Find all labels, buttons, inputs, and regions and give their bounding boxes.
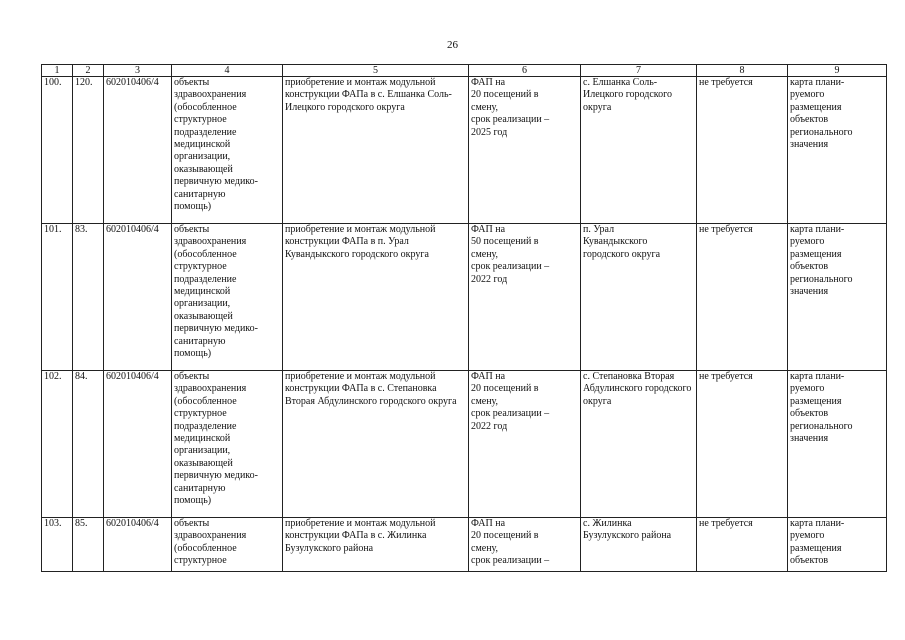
- map-reference: карта плани- руемого размещения объектов регионального значения: [788, 371, 887, 518]
- column-header: 1: [42, 65, 73, 77]
- column-header: 7: [581, 65, 697, 77]
- column-header: 5: [283, 65, 469, 77]
- map-reference: карта плани- руемого размещения объектов регионального значения: [788, 224, 887, 371]
- row-number: 101.: [42, 224, 73, 371]
- object-purpose: приобретение и монтаж модульной конструкции ФАПа в с. Жилинка Бузулукского района: [283, 518, 469, 572]
- object-characteristics: ФАП на 50 посещений в смену, срок реализации – 2022 год: [469, 224, 581, 371]
- column-header: 6: [469, 65, 581, 77]
- object-characteristics: ФАП на 20 посещений в смену, срок реализации –: [469, 518, 581, 572]
- object-location: с. Жилинка Бузулукского района: [581, 518, 697, 572]
- object-code: 602010406/4: [104, 224, 172, 371]
- zone-requirement: не требуется: [697, 518, 788, 572]
- zone-requirement: не требуется: [697, 371, 788, 518]
- object-characteristics: ФАП на 20 посещений в смену, срок реализации – 2022 год: [469, 371, 581, 518]
- item-number: 85.: [73, 518, 104, 572]
- table-row: [42, 224, 887, 371]
- object-type: объекты здравоохранения (обособленное структурное подразделение медицинской организации, оказывающей первичную медико- санитарную помощь): [172, 224, 283, 371]
- zone-requirement: не требуется: [697, 224, 788, 371]
- object-type: объекты здравоохранения (обособленное структурное подразделение медицинской организации, оказывающей первичную медико- санитарную помощь): [172, 77, 283, 224]
- object-type: объекты здравоохранения (обособленное структурное подразделение медицинской организации, оказывающей первичную медико- санитарную помощь): [172, 371, 283, 518]
- zone-requirement: не требуется: [697, 77, 788, 224]
- table-row: [42, 77, 887, 224]
- column-header: 4: [172, 65, 283, 77]
- object-location: с. Степановка Вторая Абдулинского городского округа: [581, 371, 697, 518]
- item-number: 84.: [73, 371, 104, 518]
- object-code: 602010406/4: [104, 371, 172, 518]
- column-numbers-row: [42, 65, 887, 77]
- item-number: 83.: [73, 224, 104, 371]
- table-row: [42, 371, 887, 518]
- object-purpose: приобретение и монтаж модульной конструкции ФАПа в п. Урал Кувандыкского городского округа: [283, 224, 469, 371]
- object-purpose: приобретение и монтаж модульной конструкции ФАПа в с. Степановка Вторая Абдулинского городского округа: [283, 371, 469, 518]
- object-code: 602010406/4: [104, 518, 172, 572]
- column-header: 3: [104, 65, 172, 77]
- object-location: п. Урал Кувандыкского городского округа: [581, 224, 697, 371]
- column-header: 2: [73, 65, 104, 77]
- object-type: объекты здравоохранения (обособленное структурное: [172, 518, 283, 572]
- object-characteristics: ФАП на 20 посещений в смену, срок реализации – 2025 год: [469, 77, 581, 224]
- column-header: 8: [697, 65, 788, 77]
- map-reference: карта плани- руемого размещения объектов: [788, 518, 887, 572]
- map-reference: карта плани- руемого размещения объектов регионального значения: [788, 77, 887, 224]
- item-number: 120.: [73, 77, 104, 224]
- page-number: 26: [447, 39, 458, 51]
- table-row: [42, 518, 887, 572]
- column-header: 9: [788, 65, 887, 77]
- row-number: 103.: [42, 518, 73, 572]
- objects-table: [41, 64, 887, 572]
- object-location: с. Елшанка Соль-Илецкого городского округа: [581, 77, 697, 224]
- object-code: 602010406/4: [104, 77, 172, 224]
- object-purpose: приобретение и монтаж модульной конструкции ФАПа в с. Елшанка Соль-Илецкого городского округа: [283, 77, 469, 224]
- row-number: 100.: [42, 77, 73, 224]
- row-number: 102.: [42, 371, 73, 518]
